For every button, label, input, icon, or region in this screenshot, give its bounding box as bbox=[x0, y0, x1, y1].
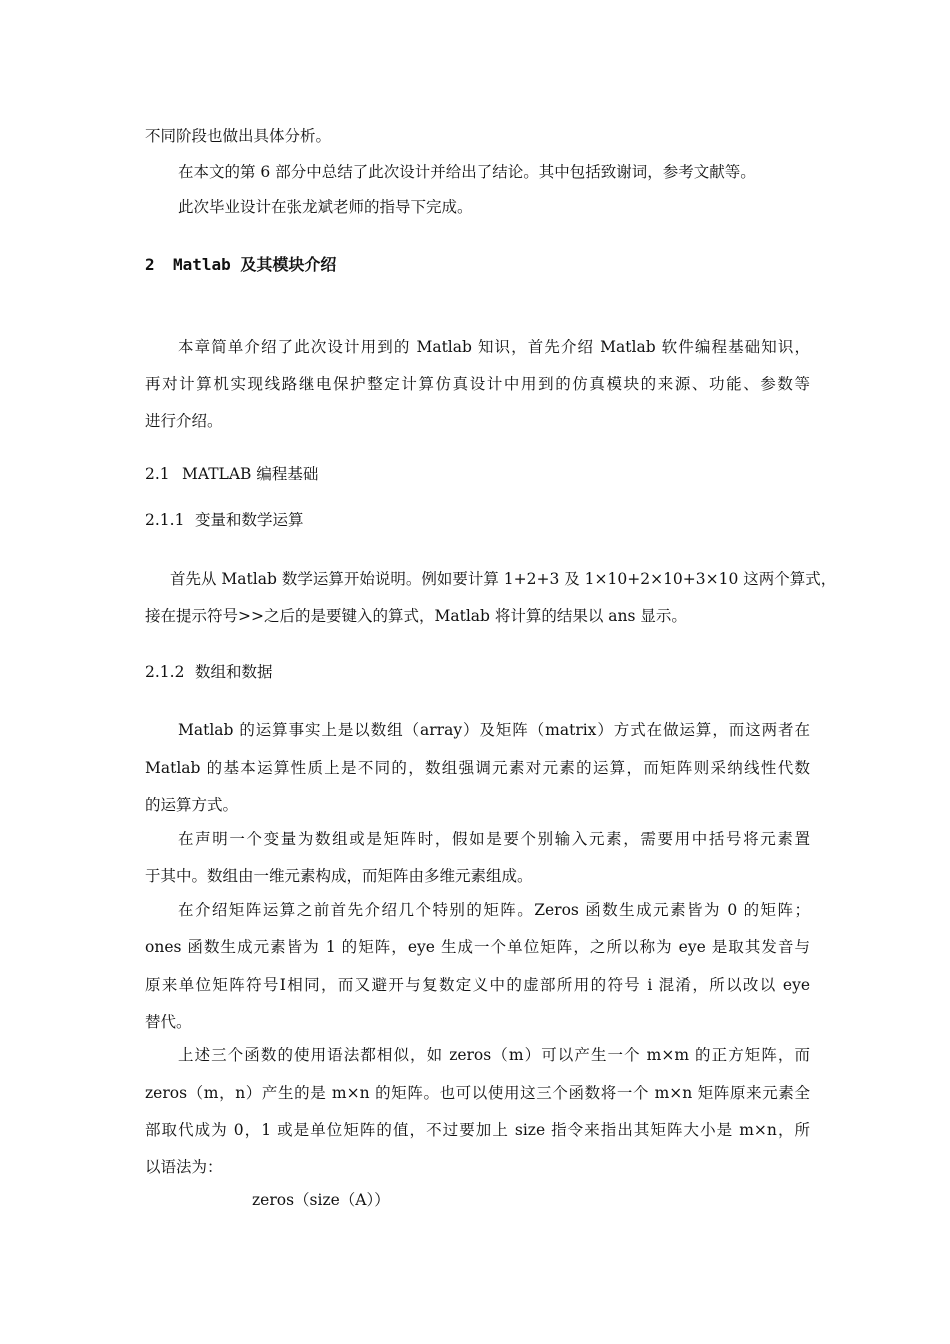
section-number: 2.1.2 bbox=[145, 663, 185, 681]
paragraph-line: 部取代成为 0，1 或是单位矩阵的值，不过要加上 size 指令来指出其矩阵大小是 m×n，所 bbox=[145, 1121, 810, 1139]
paragraph-line: 不同阶段也做出具体分析。 bbox=[145, 127, 332, 145]
paragraph-line: 的运算方式。 bbox=[145, 796, 239, 814]
paragraph-line: 于其中。数组由一维元素构成，而矩阵由多维元素组成。 bbox=[145, 867, 533, 885]
paragraph-line: zeros（m，n）产生的是 m×n 的矩阵。也可以使用这三个函数将一个 m×n 矩阵原来元素全 bbox=[145, 1084, 810, 1102]
section-number: 2.1 bbox=[145, 465, 170, 483]
paragraph-line: Matlab 的基本运算性质上是不同的，数组强调元素对元素的运算，而矩阵则采纳线性代数 bbox=[145, 759, 810, 777]
paragraph-line: 此次毕业设计在张龙斌老师的指导下完成。 bbox=[178, 198, 473, 216]
paragraph-line: 在本文的第 6 部分中总结了此次设计并给出了结论。其中包括致谢词，参考文献等。 bbox=[178, 163, 756, 181]
section-number: 2 bbox=[145, 255, 155, 274]
paragraph-line: 在声明一个变量为数组或是矩阵时，假如是要个别输入元素，需要用中括号将元素置 bbox=[178, 830, 810, 848]
paragraph-line: 以语法为： bbox=[145, 1158, 223, 1176]
section-heading-2-1-1 bbox=[145, 510, 304, 530]
section-title: 变量和数学运算 bbox=[195, 511, 304, 529]
section-title: Matlab 及其模块介绍 bbox=[173, 255, 337, 274]
paragraph-line: 首先从 Matlab 数学运算开始说明。例如要计算 1+2+3 及 1×10+2×10+3×10 这两个算式， bbox=[170, 570, 837, 588]
paragraph-line: 替代。 bbox=[145, 1013, 192, 1031]
section-heading-2 bbox=[145, 254, 336, 276]
section-title: 数组和数据 bbox=[195, 663, 273, 681]
section-heading-2-1 bbox=[145, 464, 318, 484]
paragraph-line: Matlab 的运算事实上是以数组（array）及矩阵（matrix）方式在做运算，而这两者在 bbox=[178, 721, 810, 739]
paragraph-line: ones 函数生成元素皆为 1 的矩阵，eye 生成一个单位矩阵，之所以称为 eye 是取其发音与 bbox=[145, 938, 810, 956]
section-title: MATLAB 编程基础 bbox=[182, 465, 319, 483]
paragraph-line: 在介绍矩阵运算之前首先介绍几个特别的矩阵。Zeros 函数生成元素皆为 0 的矩阵； bbox=[178, 901, 810, 919]
paragraph-line: 接在提示符号>>之后的是要键入的算式，Matlab 将计算的结果以 ans 显示。 bbox=[145, 607, 687, 625]
section-number: 2.1.1 bbox=[145, 511, 185, 529]
paragraph-line: 本章简单介绍了此次设计用到的 Matlab 知识，首先介绍 Matlab 软件编程基础知识， bbox=[178, 338, 810, 356]
paragraph-line: 原来单位矩阵符号Ⅰ相同，而又避开与复数定义中的虚部所用的符号 i 混淆，所以改以 eye bbox=[145, 976, 810, 994]
paragraph-line: 进行介绍。 bbox=[145, 412, 223, 430]
code-formula: zeros（size（A）） bbox=[252, 1191, 390, 1209]
paragraph-line: 再对计算机实现线路继电保护整定计算仿真设计中用到的仿真模块的来源、功能、参数等 bbox=[145, 375, 810, 393]
paragraph-line: 上述三个函数的使用语法都相似，如 zeros（m）可以产生一个 m×m 的正方矩阵，而 bbox=[178, 1046, 810, 1064]
section-heading-2-1-2 bbox=[145, 662, 273, 682]
